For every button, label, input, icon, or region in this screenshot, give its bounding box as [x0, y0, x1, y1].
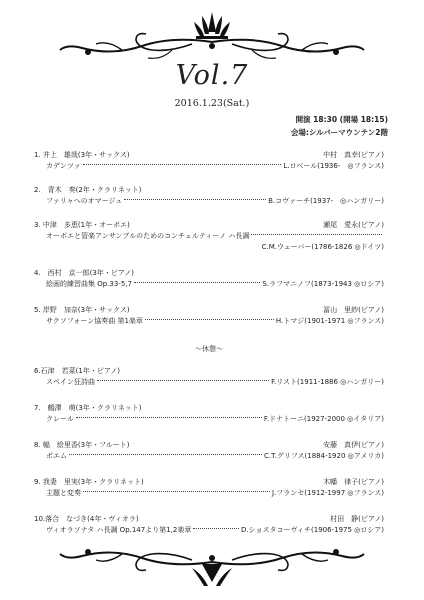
- program-item-2: [34, 185, 384, 207]
- intermission: 〜休憩〜: [195, 345, 223, 353]
- dot-leader: [251, 234, 382, 235]
- piece-title: カデンツァ: [46, 162, 81, 170]
- piece-title: スペイン狂詩曲: [46, 378, 95, 386]
- dot-leader: [69, 454, 262, 455]
- composer: L.ロベール(1936- ◎フランス): [283, 162, 384, 170]
- program-item-6: [34, 366, 384, 388]
- composer: H.トマジ(1901-1971 ◎フランス): [275, 317, 384, 325]
- performer: 9. 我妻 里実(3年・クラリネット): [34, 478, 144, 486]
- program-item-10: [34, 514, 384, 536]
- dot-leader: [193, 528, 239, 529]
- piece-title: 主題と変奏: [46, 489, 81, 497]
- piece-title: クレール: [46, 415, 74, 423]
- performer: 7. 鶴澤 萌(3年・クラリネット): [34, 404, 142, 412]
- composer: C.T.グリフス(1884-1920 ◎アメリカ): [264, 452, 384, 460]
- program-item-9: [34, 477, 384, 499]
- concert-time: 開演 18:30 (開場 18:15): [295, 115, 388, 124]
- dot-leader: [124, 199, 266, 200]
- program-item-3: [34, 220, 384, 253]
- dot-leader: [76, 417, 262, 418]
- composer: C.M.ウェーバー(1786-1826 ◎ドイツ): [261, 243, 384, 251]
- accompanist: 安藤 真伊(ピアノ): [323, 441, 384, 449]
- concert-venue: 会場:シルバーマウンテン2階: [290, 128, 388, 137]
- program-item-4: [34, 268, 384, 290]
- composer: D.ショスタコーヴィチ(1906-1975 ◎ロシア): [240, 526, 384, 534]
- composer: F.リスト(1911-1886 ◎ハンガリー): [271, 378, 384, 386]
- performer: 2. 青木 奏(2年・クラリネット): [34, 186, 142, 194]
- accompanist: 中村 真幸(ピアノ): [323, 151, 384, 159]
- composer: F.ドナトーニ(1927-2000 ◎イタリア): [263, 415, 384, 423]
- dot-leader: [83, 491, 270, 492]
- accompanist: 瀬尾 愛永(ピアノ): [323, 221, 384, 229]
- page-title: Vol.7: [175, 60, 249, 91]
- ornament-top: [52, 6, 372, 68]
- performer: 4. 西村 京一郎(3年・ピアノ): [34, 269, 135, 277]
- dot-leader: [134, 282, 260, 283]
- piece-title: オーボエと管楽アンサンブルのためのコンチェルティーノ ハ長調: [46, 232, 250, 240]
- performer: 10.落合 なづき(4年・ヴィオラ): [34, 515, 139, 523]
- accompanist: 村田 静(ピアノ): [330, 515, 384, 523]
- program-item-1: [34, 150, 384, 172]
- program-item-8: [34, 440, 384, 462]
- composer: B.コヴァーチ(1937- ◎ハンガリー): [268, 197, 384, 205]
- performer: 6.石津 若菜(1年・ピアノ): [34, 367, 121, 375]
- piece-title: ヴィオラソナタ ハ長調 Op.147より第1,2楽章: [46, 526, 192, 534]
- piece-title: 絵画的練習曲集 Op.33-5,7: [46, 280, 132, 288]
- piece-title: サクソフォーン協奏曲 第1楽章: [46, 317, 143, 325]
- concert-date: 2016.1.23(Sat.): [174, 98, 250, 109]
- program-item-5: [34, 305, 384, 327]
- program-item-7: [34, 403, 384, 425]
- concert-info: [291, 113, 388, 139]
- ornament-bottom: [52, 542, 372, 596]
- accompanist: 冨山 里紗(ピアノ): [323, 306, 384, 314]
- composer: S.ラフマニノフ(1873-1943 ◎ロシア): [262, 280, 384, 288]
- dot-leader: [83, 164, 282, 165]
- accompanist: 木幡 律子(ピアノ): [323, 478, 384, 486]
- performer: 5. 岸野 加奈(3年・サックス): [34, 306, 130, 314]
- performer: 3. 中津 多恵(1年・オーボエ): [34, 221, 130, 229]
- performer: 1. 井上 雄哉(3年・サックス): [34, 151, 130, 159]
- performer: 8. 幅 絵里香(3年・フルート): [34, 441, 130, 449]
- piece-title: ファリャへのオマージュ: [46, 197, 123, 205]
- piece-title: ポエム: [46, 452, 67, 460]
- composer: J.フランセ(1912-1997 ◎フランス): [271, 489, 384, 497]
- dot-leader: [97, 380, 269, 381]
- dot-leader: [145, 319, 274, 320]
